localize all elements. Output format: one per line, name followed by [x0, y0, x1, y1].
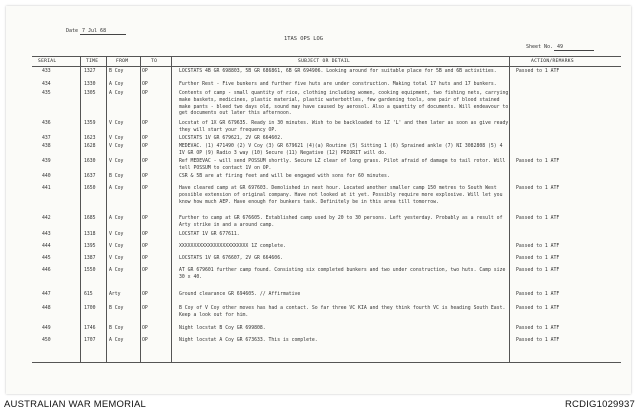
entry-to: OP — [142, 174, 148, 179]
entry-to: OP — [142, 159, 148, 164]
entry-subject: Locstat of 1X GR 679635. Ready in 30 minutes. Wish to be backloaded to 1Z 'L' and then later as soon as give ready they will start your frequency OP. — [179, 121, 509, 133]
entry-from: V Coy — [109, 232, 124, 237]
entry-from: V Coy — [109, 136, 124, 141]
entry-subject: AT GR 679601 further camp found. Consisting six completed bunkers and two under construction, two huts. Camp size 30 x 40. — [179, 268, 506, 280]
entry-subject: LOCSTATS 1V GR 679621, 2V GR 664602. — [179, 136, 283, 141]
column-divider — [106, 56, 107, 362]
entry-serial: 445 — [42, 256, 51, 261]
entry-time: 1305 — [84, 91, 96, 96]
entry-from: V Coy — [109, 121, 124, 126]
column-divider — [509, 56, 510, 362]
entry-to: OP — [142, 244, 148, 249]
entry-time: 1327 — [84, 69, 96, 74]
entry-time: 1746 — [84, 326, 96, 331]
entry-subject: Night locstat B Coy GR 699808. — [179, 326, 266, 331]
column-divider — [171, 56, 172, 362]
entry-action: Passed to 1 ATF — [516, 338, 560, 343]
entry-time: 1623 — [84, 136, 96, 141]
entry-to: OP — [142, 256, 148, 261]
entry-subject: Ref MEDEVAC - will send POSSUM shortly. Secure LZ clear of long grass. Pilot afraid of damage to tail rotor. Will tell POSSUM to contact 1V on OP. — [179, 159, 506, 171]
entry-serial: 436 — [42, 121, 51, 126]
column-header-to: TO — [151, 59, 158, 64]
entry-serial: 437 — [42, 136, 51, 141]
entry-subject: LOCSTATS 4B GR 698803, 5B GR 686861, 6B GR 694906. Looking around for suitable place for 5B and 6B activities. — [179, 69, 497, 74]
table-top-rule — [32, 56, 621, 57]
entry-to: OP — [142, 326, 148, 331]
column-header-action: ACTION/REMARKS — [531, 59, 574, 64]
archive-reference: RCDIG1029937 — [565, 399, 635, 410]
table-bottom-rule — [32, 362, 621, 363]
date-value: 7 Jul 68 — [82, 28, 107, 34]
entry-to: OP — [142, 232, 148, 237]
entry-serial: 444 — [42, 244, 51, 249]
entry-action: Passed to 1 ATF — [516, 268, 560, 273]
entry-time: 1628 — [84, 144, 96, 149]
date-underline — [80, 34, 126, 35]
column-header-time: TIME — [86, 59, 99, 64]
entry-time: 1650 — [84, 186, 96, 191]
entry-from: A Coy — [109, 338, 124, 343]
sheet-label: Sheet No. — [526, 44, 554, 50]
entry-to: OP — [142, 136, 148, 141]
entry-time: 615 — [84, 292, 93, 297]
sheet-value: 49 — [557, 44, 564, 50]
entry-time: 1387 — [84, 256, 96, 261]
entry-action: Passed to 1 ATF — [516, 216, 560, 221]
entry-subject: LOCSTAT 1V GR 677611. — [179, 232, 240, 237]
column-header-subject: SUBJECT OR DETAIL — [298, 59, 351, 64]
column-header-from: FROM — [116, 59, 129, 64]
entry-from: V Coy — [109, 256, 124, 261]
entry-serial: 435 — [42, 91, 51, 96]
entry-time: 1707 — [84, 338, 96, 343]
column-divider — [80, 56, 81, 362]
entry-time: 1395 — [84, 244, 96, 249]
entry-subject: Ground clearance GR 694605. // Affirmative — [179, 292, 301, 297]
entry-to: OP — [142, 186, 148, 191]
entry-subject: Contents of camp - small quantity of rice, clothing including women, cooking equipment, two fishing nets, carrying make baskets, medicines, plastic material, plastic waterbottles, few gardening tools, one pair of blood stained make pants - bleed two days old, sound may have caused by aerosol. Also a quantity of documents. Will endeavour to get documents out later this afternoon. — [179, 91, 509, 117]
entry-subject: B Coy of V Coy other moves has had a contact. So far three VC KIA and they think fourth VC is heading South East. Keep a look out for him. — [179, 306, 506, 318]
entry-action: Passed to 1 ATF — [516, 292, 560, 297]
entry-time: 1700 — [84, 306, 96, 311]
column-header-serial: SERIAL — [38, 59, 57, 64]
entry-time: 1630 — [84, 159, 96, 164]
table-header-rule — [32, 66, 621, 67]
entry-time: 1685 — [84, 216, 96, 221]
entry-to: OP — [142, 91, 148, 96]
entry-action: Passed to 1 ATF — [516, 244, 560, 249]
entry-serial: 434 — [42, 82, 51, 87]
entry-from: A Coy — [109, 268, 124, 273]
entry-time: 1550 — [84, 268, 96, 273]
entry-from: V Coy — [109, 159, 124, 164]
entry-to: OP — [142, 306, 148, 311]
entry-from: B Coy — [109, 174, 124, 179]
entry-to: OP — [142, 121, 148, 126]
entry-action: Passed to 1 ATF — [516, 159, 560, 164]
entry-serial: 449 — [42, 326, 51, 331]
entry-subject: MEDEVAC. (1) 471490 (2) V Coy (3) GR 679621 (4)(a) Routine (5) Sitting 1 (6) Sprained ankle (7) NI 3082808 (5) 4 IV GR OP (9) Radio 3 way (10) Secure (11) Negative (12) PRIORIT will do. — [179, 144, 503, 156]
entry-action: Passed to 1 ATF — [516, 69, 560, 74]
entry-from: Arty — [109, 292, 121, 297]
entry-action: Passed to 1 ATF — [516, 256, 560, 261]
entry-serial: 439 — [42, 159, 51, 164]
entry-to: OP — [142, 338, 148, 343]
sheet-underline — [554, 50, 594, 51]
entry-serial: 443 — [42, 232, 51, 237]
entry-serial: 440 — [42, 174, 51, 179]
entry-serial: 448 — [42, 306, 51, 311]
entry-subject: Have cleared camp at GR 697603. Demolished in next hour. Located another smaller camp 150 metres to South West possible extension of original company. Have not looked at it yet. Possibly require more explosive. Will let you know how much AEP. Have enough for bunkers task. Definitely be in this area till tomorrow. — [179, 186, 503, 205]
log-title: 1TAS OPS LOG — [284, 36, 323, 42]
entry-from: B Coy — [109, 326, 124, 331]
entry-serial: 447 — [42, 292, 51, 297]
entry-subject: CSR & 5B are at firing feet and will be engaged with sons for 60 minutes. — [179, 174, 390, 179]
log-sheet — [6, 6, 631, 394]
entry-time: 1330 — [84, 82, 96, 87]
entry-to: OP — [142, 82, 148, 87]
entry-serial: 450 — [42, 338, 51, 343]
date-label: Date — [66, 28, 79, 34]
entry-subject: Further Rest - Five bunkers and further five huts are under construction. Making total 17 huts and 17 bunkers. — [179, 82, 497, 87]
entry-time: 1318 — [84, 232, 96, 237]
entry-from: A Coy — [109, 91, 124, 96]
entry-subject: LOCSTATS 1V GR 676607, 2V GR 664606. — [179, 256, 283, 261]
entry-to: OP — [142, 268, 148, 273]
entry-to: OP — [142, 216, 148, 221]
entry-from: V Coy — [109, 244, 124, 249]
entry-serial: 438 — [42, 144, 51, 149]
archive-credit: AUSTRALIAN WAR MEMORIAL — [4, 399, 147, 410]
entry-from: B Coy — [109, 306, 124, 311]
entry-from: A Coy — [109, 216, 124, 221]
entry-subject: XXXXXXXXXXXXXXXXXXXXXXXX 1Z complete. — [179, 244, 286, 249]
entry-from: A Coy — [109, 82, 124, 87]
entry-from: A Coy — [109, 186, 124, 191]
entry-to: OP — [142, 69, 148, 74]
entry-from: B Coy — [109, 69, 124, 74]
entry-serial: 433 — [42, 69, 51, 74]
entry-time: 1359 — [84, 121, 96, 126]
entry-subject: Night locstat A Coy GR 673633. This is complete. — [179, 338, 318, 343]
entry-action: Passed to 1 ATF — [516, 326, 560, 331]
column-divider — [140, 56, 141, 362]
entry-action: Passed to 1 ATF — [516, 306, 560, 311]
entry-from: V Coy — [109, 144, 124, 149]
entry-time: 1637 — [84, 174, 96, 179]
entry-serial: 442 — [42, 216, 51, 221]
entry-action: Passed to 1 ATF — [516, 186, 560, 191]
entry-to: OP — [142, 292, 148, 297]
entry-serial: 446 — [42, 268, 51, 273]
entry-serial: 441 — [42, 186, 51, 191]
entry-to: OP — [142, 144, 148, 149]
entry-subject: Further to camp at GR 676605. Established camp used by 20 to 30 persons. Left yesterday. Probably as a result of Arty strike in and a around camp. — [179, 216, 503, 228]
